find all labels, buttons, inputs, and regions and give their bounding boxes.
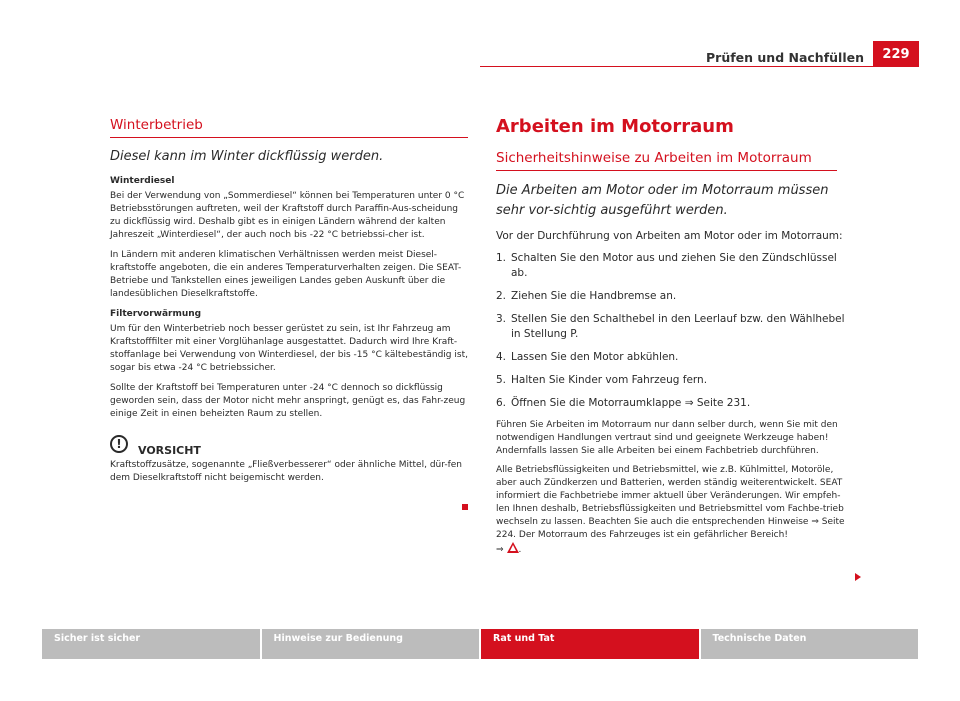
chapter-title: Arbeiten im Motorraum [496,116,734,137]
winterdiesel-paragraph-2: In Ländern mit anderen klimatischen Verhältnissen werden meist Diesel-kraftstoffe angeboten, die ein anderes Temperaturverhalten zeigen. Die SEAT-Betriebe und Tankstellen eines jeweiligen Landes geben Auskunft über die landesüblichen Dieselkraftstoffe. [110,250,462,299]
filter-paragraph-2: Sollte der Kraftstoff bei Temperaturen unter -24 °C dennoch so dickflüssig geworden sein, dass der Motor nicht mehr anspringt, genügt es, das Fahr-zeug einige Zeit in einen beheizten Raum zu stellen. [110,383,466,419]
page-231-link[interactable]: Öffnen Sie die Motorraumklappe ⇒ Seite 231. [511,397,751,409]
list-item: 6. Öffnen Sie die Motorraumklappe ⇒ Seite 231. [496,397,751,409]
section-title: Prüfen und Nachfüllen [706,50,864,65]
steps-lead: Vor der Durchführung von Arbeiten am Motor oder im Motorraum: [496,230,843,242]
exclamation-circle-icon: ! [110,435,128,453]
header-rule [480,66,919,67]
left-column [110,116,468,492]
footer-tab-rat-und-tat[interactable]: Rat und Tat [481,629,699,659]
list-item: 3. Stellen Sie den Schalthebel in den Leerlauf bzw. den Wählhebel in Stellung P. [496,313,845,340]
footer-tab-sicher[interactable]: Sicher ist sicher [42,629,260,659]
list-item: 4. Lassen Sie den Motor abkühlen. [496,351,679,363]
caution-title: VORSICHT [138,444,201,457]
list-item: 1. Schalten Sie den Motor aus und ziehen Sie den Zündschlüssel ab. [496,252,837,279]
footer-nav [42,629,918,659]
winterbetrieb-intro: Diesel kann im Winter dickflüssig werden. [110,149,384,164]
winterdiesel-paragraph-1: Bei der Verwendung von „Sommerdiesel“ können bei Temperaturen unter 0 °C Betriebsstörungen auftreten, weil der Kraftstoff durch Paraffin-Aus-scheidung zu dickflüssig wird. Deshalb gibt es in einigen Ländern während der kalten Jahreszeit „Winterdiesel“, der auch noch bis -22 °C betriebssi-cher ist. [110,191,465,240]
filter-paragraph-1: Um für den Winterbetrieb noch besser gerüstet zu sein, ist Ihr Fahrzeug am Kraftstofffilter mit einer Vorglühanlage ausgestattet. Dadurch wird Ihre Kraft-stoffanlage bei Verwendung von Winterdiesel, der bis -15 °C kältebeständig ist, sogar bis etwa -24 °C betriebssicher. [110,324,468,373]
footer-tab-technische-daten[interactable]: Technische Daten [701,629,919,659]
section-end-marker [462,504,468,510]
page-number: 229 [873,41,919,66]
winterbetrieb-heading: Winterbetrieb [110,116,468,138]
safety-heading: Sicherheitshinweise zu Arbeiten im Motorraum [496,149,837,171]
safety-paragraph-2: Alle Betriebsflüssigkeiten und Betriebsmittel, wie z.B. Kühlmittel, Motoröle, aber auch Zündkerzen und Batterien, werden ständig weiterentwickelt. SEAT informiert die Fachbetriebe immer aktuell über Veränderungen. Wir empfeh-len Ihnen deshalb, Betriebsflüssigkeiten und Betriebsmittel vom Fachbe-trieb wechseln zu lassen. Beachten Sie auch die entsprechenden Hinweise ⇒ Seite 224. Der Motorraum des Fahrzeuges ist ein gefährlicher Bereich! ⇒ . [496,465,845,555]
list-item: 5. Halten Sie Kinder vom Fahrzeug fern. [496,374,708,386]
safety-intro: Die Arbeiten am Motor oder im Motorraum müssen sehr vor-sichtig ausgeführt werden. [496,183,829,218]
list-item: 2. Ziehen Sie die Handbremse an. [496,290,677,302]
safety-paragraph-1: Führen Sie Arbeiten im Motorraum nur dann selber durch, wenn Sie mit den notwendigen Handlungen vertraut sind und geeignete Werkzeuge haben! Andernfalls lassen Sie alle Arbeiten bei einem Fachbetrieb durchführen. [496,420,838,456]
winterdiesel-heading: Winterdiesel [110,176,175,186]
filter-heading: Filtervorwärmung [110,309,202,319]
warning-triangle-icon[interactable] [507,542,519,553]
right-column [496,115,850,563]
footer-tab-bedienung[interactable]: Hinweise zur Bedienung [262,629,480,659]
caution-text: Kraftstoffzusätze, sogenannte „Fließverbesserer“ oder ähnliche Mittel, dür-fen dem Dieselkraftstoff nicht beigemischt werden. [110,460,463,483]
arrow-right-icon [855,573,861,581]
caution-header [110,435,468,457]
steps-list [496,251,850,411]
